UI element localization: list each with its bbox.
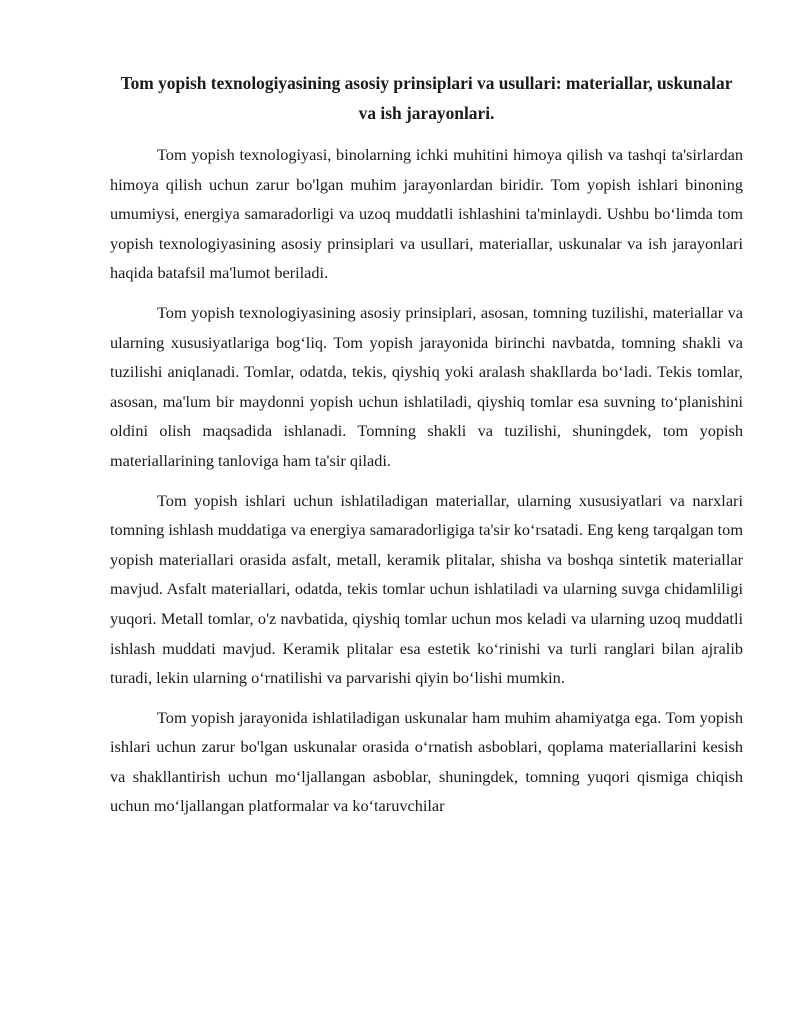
paragraph-4: Tom yopish jarayonida ishlatiladigan uskunalar ham muhim ahamiyatga ega. Tom yopish ishlari uchun zarur bo'lgan uskunalar orasida o‘rnatish asboblari, qoplama materiallarini kesish va shakllantirish uchun mo‘ljallangan asboblar, shuningdek, tomning yuqori qismiga chiqish uchun mo‘ljallangan platformalar va ko‘taruvchilar <box>110 707 743 816</box>
paragraph-2: Tom yopish texnologiyasining asosiy prinsiplari, asosan, tomning tuzilishi, materiallar va ularning xususiyatlariga bog‘liq. Tom yopish jarayonida birinchi navbatda, tomning shakli va tuzilishi aniqlanadi. Tomlar, odatda, tekis, qiyshiq yoki aralash shakllarda bo‘ladi. Tekis tomlar, asosan, ma'lum bir maydonni yopish uchun ishlatiladi, qiyshiq tomlar esa suvning to‘planishini oldini olish maqsadida ishlanadi. Tomning shakli va tuzilishi, shuningdek, tom yopish materiallarining tanloviga ham ta'sir qiladi. <box>110 302 743 470</box>
paragraph-3: Tom yopish ishlari uchun ishlatiladigan materiallar, ularning xususiyatlari va narxlari tomning ishlash muddatiga va energiya samaradorligiga ta'sir ko‘rsatadi. Eng keng tarqalgan tom yopish materiallari orasida asfalt, metall, keramik plitalar, shisha va boshqa sintetik materiallar mavjud. Asfalt materiallari, odatda, tekis tomlar uchun ishlatiladi va ularning suvga chidamliligi yuqori. Metall tomlar, o'z navbatida, qiyshiq tomlar uchun mos keladi va ularning uzoq muddatli ishlash muddati mavjud. Keramik plitalar esa estetik ko‘rinishi va turli ranglari bilan ajralib turadi, lekin ularning o‘rnatilishi va parvarishi qiyin bo‘lishi mumkin. <box>110 490 743 688</box>
paragraph-1: Tom yopish texnologiyasi, binolarning ichki muhitini himoya qilish va tashqi ta'sirlardan himoya qilish uchun zarur bo'lgan muhim jarayonlardan biridir. Tom yopish ishlari binoning umumiysi, energiya samaradorligi va uzoq muddatli ishlashini ta'minlaydi. Ushbu bo‘limda tom yopish texnologiyasining asosiy prinsiplari va usullari, materiallar, uskunalar va ish jarayonlari haqida batafsil ma'lumot beriladi. <box>110 145 743 283</box>
document-page <box>110 68 743 831</box>
document-title: Tom yopish texnologiyasining asosiy prinsiplari va usullari: materiallar, uskunalar va ish jarayonlari. <box>120 73 733 123</box>
